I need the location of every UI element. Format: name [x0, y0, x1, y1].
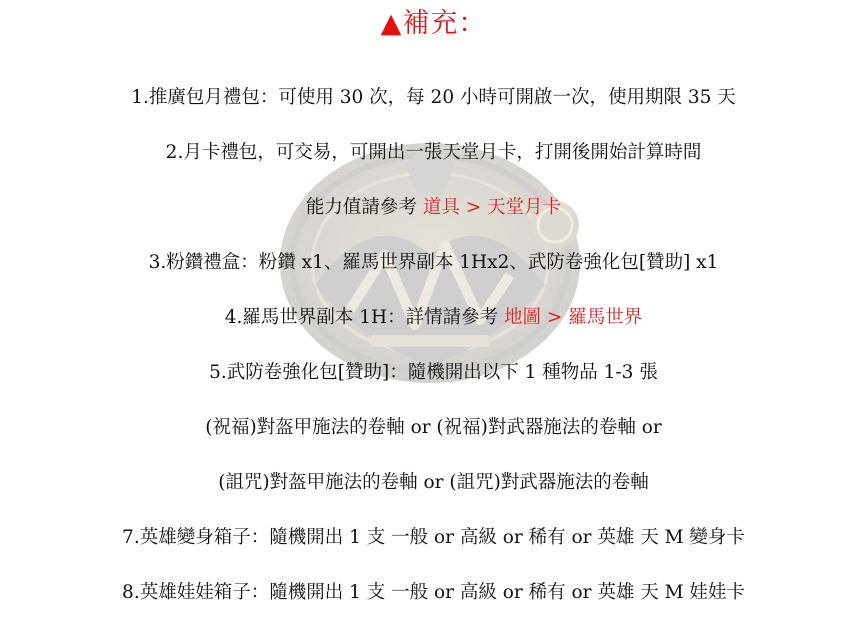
list-item-8: 8.英雄娃娃箱子：隨機開出 1 支 一般 or 高級 or 稀有 or 英雄 天 M 娃娃卡: [122, 582, 745, 603]
link-map-rome-world[interactable]: 地圖 > 羅馬世界: [504, 307, 643, 328]
triangle-marker-icon: ▲: [380, 8, 403, 39]
list-item-1: 1.推廣包月禮包：可使用 30 次，每 20 小時可開啟一次，使用期限 35 天: [131, 87, 736, 108]
list-item-7: 7.英雄變身箱子：隨機開出 1 支 一般 or 高級 or 稀有 or 英雄 天 M 變身卡: [122, 527, 745, 548]
list-item-5: 5.武防卷強化包[贊助]：隨機開出以下 1 種物品 1-3 張: [209, 362, 658, 383]
list-item-2: 2.月卡禮包，可交易，可開出一張天堂月卡，打開後開始計算時間: [165, 142, 702, 163]
list-item-3: 3.粉鑽禮盒：粉鑽 x1、羅馬世界副本 1Hx2、武防卷強化包[贊助] x1: [148, 252, 719, 273]
link-item-monthly-card[interactable]: 道具 > 天堂月卡: [422, 197, 562, 218]
list-item-5-option-cursed: (詛咒)對盔甲施法的卷軸 or (詛咒)對武器施法的卷軸: [218, 472, 649, 493]
reference-line-monthly-card: [0, 195, 867, 221]
section-title-text: 補充：: [402, 8, 487, 39]
section-title: [0, 6, 867, 42]
list-item-5-option-blessed: (祝福)對盔甲施法的卷軸 or (祝福)對武器施法的卷軸 or: [205, 417, 662, 438]
list-item-4: [0, 305, 867, 331]
list-item-4-prefix: 4.羅馬世界副本 1H：詳情請參考: [224, 307, 505, 328]
reference-prefix: 能力值請參考: [305, 197, 423, 218]
